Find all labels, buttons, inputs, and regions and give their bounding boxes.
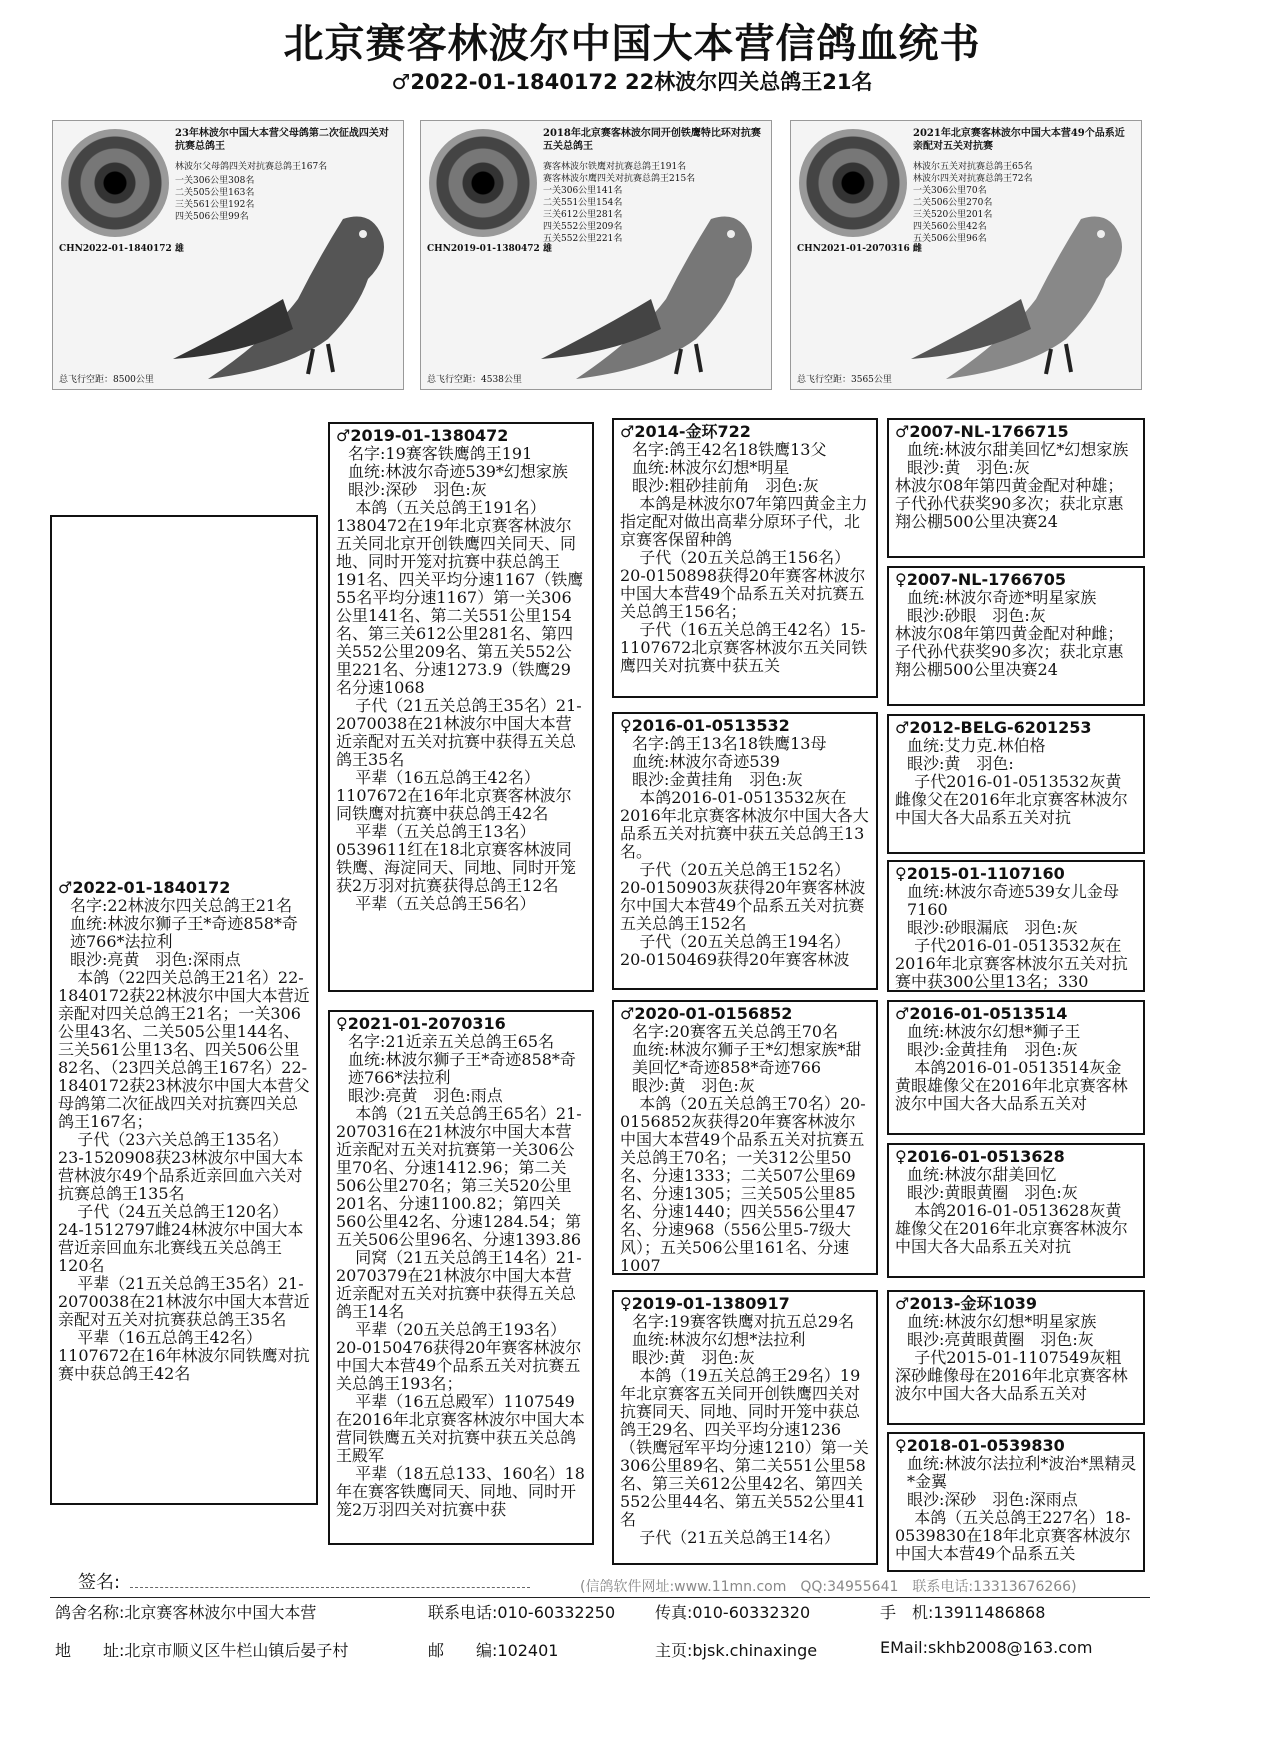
pigeon-achievements: 本鸽（五关总鸽王227名）18-0539830在18年北京赛客林波尔中国大本营49个品系五关 xyxy=(895,1508,1131,1563)
pigeon-bloodline: 血统:林波尔法拉利*波治*黑精灵*金翼 xyxy=(907,1454,1137,1491)
photo-line: 四关560公里42名 xyxy=(913,222,987,232)
pigeon-bloodline: 血统:林波尔甜美回忆*幻想家族 xyxy=(907,440,1129,459)
pedigree-box-dsd xyxy=(887,1143,1145,1278)
pigeon-eye-color: 眼沙:金黄挂角 羽色:灰 xyxy=(632,770,803,789)
pedigree-box-sds xyxy=(887,714,1145,854)
pigeon-achievements: 本鸽2016-01-0513514灰金黄眼雄像父在2016年北京赛客林波尔中国大各大品系五关对 xyxy=(895,1058,1128,1113)
ring-number: ♀2015-01-1107160 xyxy=(895,864,1065,883)
pigeon-achievements: 本鸽（五关总鸽王191名）1380472在19年北京赛客林波尔五关同北京开创铁鹰四关同天、同地、同时开笼对抗赛中获总鸽王191名、四关平均分速1167（铁鹰55名平均分速1167）第一关306公里141名、第二关551公里154名、第三关612公里281名、第四关552公里209名、第五关552公里221名、分速1273.9（铁鹰29名分速1068 xyxy=(336,498,584,697)
photo-line: 四关552公里209名 xyxy=(543,222,623,232)
pigeon-achievements: 子代2015-01-1107549灰粗深砂雌像母在2016年北京赛客林波尔中国大各大品系五关对 xyxy=(895,1348,1128,1403)
pigeon-name: 名字:鸽王42名18铁鹰13父 xyxy=(632,440,827,459)
pigeon-achievements: 本鸽（22四关总鸽王21名）22-1840172获22林波尔中国大本营近亲配对四关总鸽王21名；一关306公里43名、二关505公里144名、三关561公里13名、四关506公里82名、（23四关总鸽王167名）22-1840172获23林波尔中国大本营父母鸽第二次征战四关对抗赛四关总鸽王167名； xyxy=(58,968,310,1131)
pigeon-relative: 平辈（20五关总鸽王193名）20-0150476获得20年赛客林波尔中国大本营49个品系五关对抗赛五关总鸽王193名； xyxy=(336,1320,582,1393)
footer-divider xyxy=(50,1597,1150,1598)
ring-number: ♂2020-01-0156852 xyxy=(620,1004,793,1023)
pedigree-box-sire-dam xyxy=(612,712,878,990)
photo-header: 2018年北京赛客林波尔同开创铁鹰特比环对抗赛五关总鸽王 xyxy=(543,128,761,152)
software-info: (信鸽软件网址:www.11mn.com QQ:34955641 联系电话:13313676266) xyxy=(580,1579,1077,1595)
pigeon-name: 名字:19赛客铁鹰对抗五总29名 xyxy=(632,1312,855,1331)
pigeon-relative: 平辈（16五总殿军）1107549在2016年北京赛客林波尔中国大本营同铁鹰五关对抗赛中获五关总鸽王殿军 xyxy=(336,1392,585,1465)
pigeon-relative: 平辈（21五关总鸽王35名）21-2070038在21林波尔中国大本营近亲配对五关对抗赛获总鸽王35名 xyxy=(58,1274,310,1329)
pigeon-bloodline: 血统:林波尔奇迹539*幻想家族 xyxy=(348,462,568,481)
pigeon-relative: 平辈（16五总鸽王42名）1107672在16年林波尔同铁鹰对抗赛中获总鸽王42名 xyxy=(58,1328,310,1383)
photo-footer: 总飞行空距：3565公里 xyxy=(797,375,892,385)
pigeon-name: 名字:鸽王13名18铁鹰13母 xyxy=(632,734,827,753)
photo-ring: CHN2022-01-1840172 雄 xyxy=(59,244,184,254)
eye-photo xyxy=(61,129,169,237)
ring-number: ♀2021-01-2070316 xyxy=(336,1014,506,1033)
pigeon-eye-color: 眼沙:金黄挂角 羽色:灰 xyxy=(907,1040,1078,1059)
pigeon-bloodline: 血统:艾力克.林伯格 xyxy=(907,736,1046,755)
pigeon-name: 名字:20赛客五关总鸽王70名 xyxy=(632,1022,839,1041)
pigeon-eye-color: 眼沙:深砂 羽色:深雨点 xyxy=(907,1490,1078,1509)
photo-card-sire xyxy=(420,120,772,390)
pigeon-achievements: 本鸽（19五关总鸽王29名）19年北京赛客五关同开创铁鹰四关对抗赛同天、同地、同时开笼中获总鸽王29名、四关平均分速1236（铁鹰冠军平均分速1210）第一关306公里89名、第二关551公里58名、第三关612公里42名、第四关552公里44名、第五关552公里41名 xyxy=(620,1366,869,1529)
ring-number: ♂2016-01-0513514 xyxy=(895,1004,1068,1023)
pigeon-relative: 平辈（18五总133、160名）18年在赛客铁鹰同天、同地、同时开笼2万羽四关对抗赛中获 xyxy=(336,1464,585,1519)
photo-line: 五关552公里221名 xyxy=(543,234,623,244)
pigeon-achievements: 本鸽2016-01-0513532灰在2016年北京赛客林波尔中国大各大品系五关对抗赛中获五关总鸽王13名。 xyxy=(620,788,869,861)
pigeon-eye-color: 眼沙:砂眼 羽色:灰 xyxy=(907,606,1046,625)
photo-ring: CHN2019-01-1380472 雄 xyxy=(427,244,552,254)
photo-line: 三关561公里192名 xyxy=(175,200,255,210)
photo-header: 23年林波尔中国大本营父母鸽第二次征战四关对抗赛总鸽王 xyxy=(175,128,389,152)
ring-number: ♂2019-01-1380472 xyxy=(336,426,509,445)
signature-label: 签名: xyxy=(78,1572,121,1593)
pigeon-eye-color: 眼沙:黄 羽色:灰 xyxy=(632,1348,755,1367)
photo-line: 二关551公里154名 xyxy=(543,198,623,208)
pigeon-name: 名字:22林波尔四关总鸽王21名 xyxy=(70,896,293,915)
photo-line: 三关520公里201名 xyxy=(913,210,993,220)
photo-line: 赛客林波尔铁鹰对抗赛总鸽王191名 xyxy=(543,162,687,172)
loft-name: 鸽舍名称:北京赛客林波尔中国大本营 xyxy=(55,1603,317,1622)
email: EMail:skhb2008@163.com xyxy=(880,1638,1093,1657)
photo-line: 林波尔五关对抗赛总鸽王65名 xyxy=(913,162,1033,172)
pedigree-box-sire-sire xyxy=(612,418,878,698)
ring-number: ♀2016-01-0513532 xyxy=(620,716,790,735)
pigeon-achievements: 本鸽是林波尔07年第四黄金主力指定配对做出高辈分原环子代，北京赛客保留种鸽 xyxy=(620,494,868,549)
pigeon-achievements: 林波尔08年第四黄金配对种雄；子代孙代获奖90多次；获北京惠翔公棚500公里决赛24 xyxy=(895,476,1124,531)
photo-line: 一关306公里308名 xyxy=(175,176,255,186)
pigeon-eye-color: 眼沙:亮黄 羽色:雨点 xyxy=(348,1086,503,1105)
photo-line: 林波尔父母鸽四关对抗赛总鸽王167名 xyxy=(175,162,328,172)
pigeon-achievements: 子代2016-01-0513532灰在2016年北京赛客林波尔五关对抗赛中获300公里13名；330 xyxy=(895,936,1128,991)
pigeon-bloodline: 血统:林波尔幻想*明星家族 xyxy=(907,1312,1097,1331)
pigeon-eye-color: 眼沙:亮黄眼黄圈 羽色:灰 xyxy=(907,1330,1094,1349)
pedigree-box-sss xyxy=(887,418,1145,558)
pigeon-eye-color: 眼沙:黄 羽色:灰 xyxy=(632,1076,755,1095)
document-title: 北京赛客林波尔中国大本营信鸽血统书 xyxy=(283,21,981,67)
pigeon-bloodline: 血统:林波尔狮子王*幻想家族*甜美回忆*奇迹858*奇迹766 xyxy=(632,1040,862,1077)
pigeon-relative: 子代（20五关总鸽王152名）20-0150903灰获得20年赛客林波尔中国大本营49个品系五关对抗赛五关总鸽王152名 xyxy=(620,860,866,933)
pigeon-bloodline: 血统:林波尔奇迹539女儿金母7160 xyxy=(907,882,1119,919)
pedigree-box-subject xyxy=(50,515,318,1505)
eye-photo xyxy=(799,129,907,237)
ring-number: ♀2018-01-0539830 xyxy=(895,1436,1065,1455)
photo-line: 三关612公里281名 xyxy=(543,210,623,220)
pigeon-relative: 平辈（五关总鸽王13名）0539611红在18北京赛客林波同铁鹰、海淀同天、同地、同时开笼获2万羽对抗赛获得总鸽王12名 xyxy=(336,822,577,895)
pigeon-achievements: 子代2016-01-0513532灰黄雌像父在2016年北京赛客林波尔中国大各大品系五关对抗 xyxy=(895,772,1128,827)
pigeon-relative: 子代（24五关总鸽王120名）24-1512797雌24林波尔中国大本营近亲回血东北赛线五关总鸽王120名 xyxy=(58,1202,304,1275)
ring-number: ♀2016-01-0513628 xyxy=(895,1147,1065,1166)
pigeon-achievements: 林波尔08年第四黄金配对种雌；子代孙代获奖90多次；获北京惠翔公棚500公里决赛24 xyxy=(895,624,1124,679)
pigeon-image xyxy=(531,189,771,389)
photo-line: 四关506公里99名 xyxy=(175,212,249,222)
photo-card-dam xyxy=(790,120,1142,390)
pedigree-box-dss xyxy=(887,1000,1145,1135)
pigeon-relative: 子代（20五关总鸽王156名）20-0150898获得20年赛客林波尔中国大本营49个品系五关对抗赛五关总鸽王156名； xyxy=(620,548,866,621)
eye-photo xyxy=(429,129,537,237)
pigeon-eye-color: 眼沙:粗砂挂前角 羽色:灰 xyxy=(632,476,819,495)
ring-number: ♀2019-01-1380917 xyxy=(620,1294,790,1313)
pigeon-image xyxy=(163,189,403,389)
pigeon-achievements: 本鸽2016-01-0513628灰黄雄像父在2016年北京赛客林波尔中国大各大品系五关对抗 xyxy=(895,1201,1128,1256)
pigeon-eye-color: 眼沙:黄 羽色: xyxy=(907,754,1014,773)
photo-line: 二关505公里163名 xyxy=(175,188,255,198)
pigeon-relative: 平辈（五关总鸽王56名） xyxy=(355,894,536,913)
photo-line: 林波尔四关对抗赛总鸽王72名 xyxy=(913,174,1033,184)
pigeon-bloodline: 血统:林波尔幻想*狮子王 xyxy=(907,1022,1081,1041)
ring-number: ♂2022-01-1840172 xyxy=(58,878,231,897)
pigeon-relative: 同窝（21五关总鸽王14名）21-2070379在21林波尔中国大本营近亲配对五关对抗赛中获得五关总鸽王14名 xyxy=(336,1248,582,1321)
pigeon-relative: 子代（21五关总鸽王35名）21-2070038在21林波尔中国大本营近亲配对五关对抗赛中获得五关总鸽王35名 xyxy=(336,696,582,769)
pigeon-eye-color: 眼沙:黄眼黄圈 羽色:灰 xyxy=(907,1183,1078,1202)
pigeon-relative: 平辈（16五总鸽王42名）1107672在16年北京赛客林波尔同铁鹰对抗赛中获总鸽王42名 xyxy=(336,768,572,823)
pedigree-box-dam-sire xyxy=(612,1000,878,1275)
document-subtitle: ♂2022-01-1840172 22林波尔四关总鸽王21名 xyxy=(391,70,873,94)
pigeon-relative: 子代（16五关总鸽王42名）15-1107672北京赛客林波尔五关同铁鹰四关对抗赛中获五关 xyxy=(620,620,868,675)
signature-line xyxy=(130,1587,530,1588)
pigeon-relative: 子代（21五关总鸽王14名） xyxy=(639,1528,840,1547)
pigeon-eye-color: 眼沙:深砂 羽色:灰 xyxy=(348,480,487,499)
pedigree-box-ddd xyxy=(887,1432,1145,1572)
pigeon-achievements: 本鸽（21五关总鸽王65名）21-2070316在21林波尔中国大本营近亲配对五关对抗赛第一关306公里70名、分速1412.96；第二关506公里270名；第三关520公里201名、分速1100.82；第四关560公里42名、分速1284.54；第五关506公里96名、分速1393.86 xyxy=(336,1104,582,1249)
photo-line: 二关506公里270名 xyxy=(913,198,993,208)
pigeon-bloodline: 血统:林波尔狮子王*奇迹858*奇迹766*法拉利 xyxy=(70,914,298,951)
address: 地 址:北京市顺义区牛栏山镇后晏子村 xyxy=(55,1641,349,1660)
homepage: 主页:bjsk.chinaxinge xyxy=(655,1641,818,1660)
ring-number: ♂2013-金环1039 xyxy=(895,1294,1038,1313)
pigeon-bloodline: 血统:林波尔甜美回忆 xyxy=(907,1165,1057,1184)
photo-line: 一关306公里141名 xyxy=(543,186,623,196)
ring-number: ♂2007-NL-1766715 xyxy=(895,422,1069,441)
photo-header: 2021年北京赛客林波尔中国大本营49个品系近亲配对五关对抗赛 xyxy=(913,128,1125,152)
contact-phone: 联系电话:010-60332250 xyxy=(428,1603,616,1622)
photo-footer: 总飞行空距：4538公里 xyxy=(427,375,522,385)
pedigree-box-dds xyxy=(887,1290,1145,1425)
pigeon-eye-color: 眼沙:黄 羽色:灰 xyxy=(907,458,1030,477)
pigeon-relative: 子代（23六关总鸽王135名）23-1520908获23林波尔中国大本营林波尔49个品系近亲回血六关对抗赛总鸽王135名 xyxy=(58,1130,304,1203)
photo-ring: CHN2021-01-2070316 雌 xyxy=(797,244,922,254)
pedigree-box-dam-dam xyxy=(612,1290,878,1565)
pigeon-name: 名字:21近亲五关总鸽王65名 xyxy=(348,1032,555,1051)
mobile-number: 手 机:13911486868 xyxy=(880,1603,1046,1622)
pigeon-relative: 子代（20五关总鸽王194名）20-0150469获得20年赛客林波 xyxy=(620,932,851,969)
pigeon-image xyxy=(901,189,1141,389)
pigeon-bloodline: 血统:林波尔幻想*明星 xyxy=(632,458,790,477)
photo-line: 五关506公里96名 xyxy=(913,234,987,244)
postcode: 邮 编:102401 xyxy=(428,1641,559,1660)
pigeon-name: 名字:19赛客铁鹰鸽王191 xyxy=(348,444,533,463)
pigeon-bloodline: 血统:林波尔奇迹*明星家族 xyxy=(907,588,1097,607)
pedigree-box-sire xyxy=(328,422,594,992)
pedigree-box-dam xyxy=(328,1010,594,1545)
ring-number: ♂2012-BELG-6201253 xyxy=(895,718,1092,737)
ring-number: ♀2007-NL-1766705 xyxy=(895,570,1067,589)
pigeon-bloodline: 血统:林波尔奇迹539 xyxy=(632,752,780,771)
pedigree-box-ssd xyxy=(887,566,1145,706)
pigeon-bloodline: 血统:林波尔狮子王*奇迹858*奇迹766*法拉利 xyxy=(348,1050,576,1087)
pigeon-achievements: 本鸽（20五关总鸽王70名）20-0156852灰获得20年赛客林波尔中国大本营49个品系五关对抗赛五关总鸽王70名；一关312公里50名、分速1333；二关507公里69名、分速1305；三关505公里85名、分速1440；四关556公里47名、分速968（556公里5-7级大风）；五关506公里161名、分速1007 xyxy=(620,1094,866,1275)
pigeon-eye-color: 眼沙:砂眼漏底 羽色:灰 xyxy=(907,918,1078,937)
photo-line: 赛客林波尔鹰四关对抗赛总鸽王215名 xyxy=(543,174,696,184)
photo-line: 一关306公里70名 xyxy=(913,186,987,196)
ring-number: ♂2014-金环722 xyxy=(620,422,751,441)
fax-number: 传真:010-60332320 xyxy=(655,1603,811,1622)
pigeon-bloodline: 血统:林波尔幻想*法拉利 xyxy=(632,1330,806,1349)
pigeon-eye-color: 眼沙:亮黄 羽色:深雨点 xyxy=(70,950,241,969)
photo-footer: 总飞行空距：8500公里 xyxy=(59,375,154,385)
pedigree-box-sdd xyxy=(887,860,1145,992)
photo-card-subject xyxy=(52,120,404,390)
